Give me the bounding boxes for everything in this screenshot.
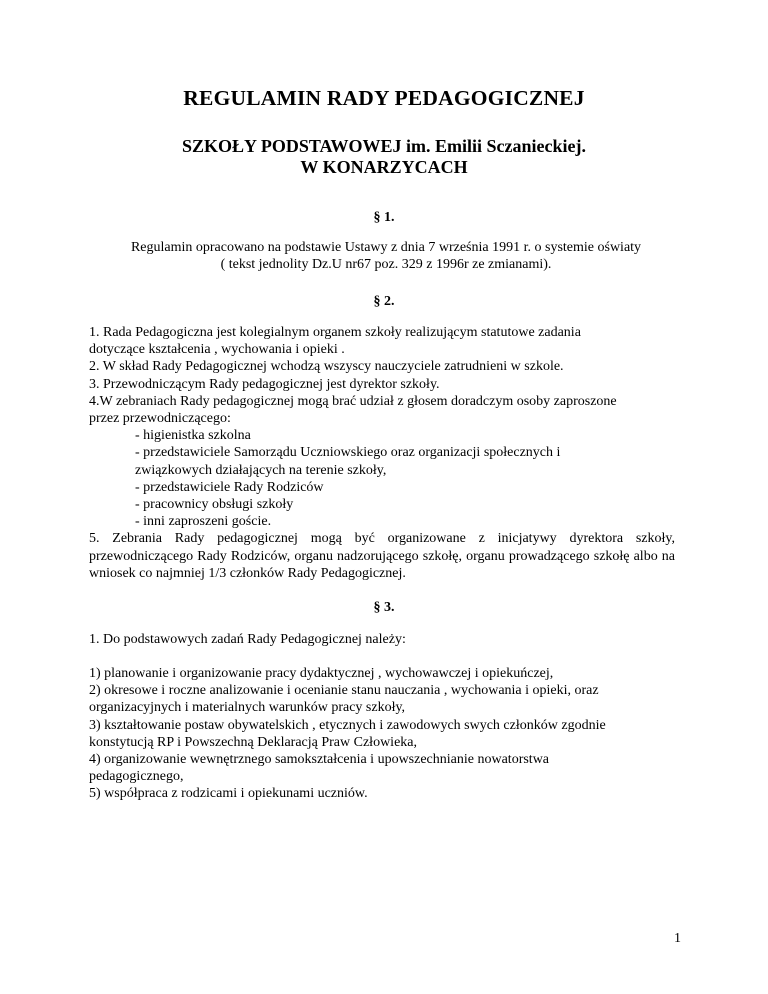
section-3-heading: § 3. (373, 600, 395, 615)
section-2-line: przez przewodniczącego: (89, 411, 231, 427)
section-1-line-2: ( tekst jednolity Dz.U nr67 poz. 329 z 1996r ze zmianami). (220, 257, 552, 272)
section-1-heading: § 1. (373, 210, 395, 225)
section-3-list-item: 5) współpraca z rodzicami i opiekunami uczniów. (89, 786, 368, 802)
section-3-list (89, 665, 675, 803)
document-subtitle (0, 136, 768, 178)
section-2-sublist-item: - pracownicy obsługi szkoły (135, 497, 294, 513)
page-number: 1 (674, 931, 681, 946)
section-2-heading: § 2. (373, 294, 395, 309)
section-3-list-item: organizacyjnych i materialnych warunków pracy szkoły, (89, 700, 406, 716)
section-2-line: 3. Przewodniczącym Rady pedagogicznej jest dyrektor szkoły. (89, 376, 440, 392)
section-3-list-item: pedagogicznego, (89, 769, 184, 785)
section-2-sublist-item: związkowych działających na terenie szkoły, (135, 462, 387, 478)
section-2-line: 4.W zebraniach Rady pedagogicznej mogą brać udział z głosem doradczym osoby zaproszone (89, 393, 617, 409)
document-title: REGULAMIN RADY PEDAGOGICZNEJ (183, 86, 585, 110)
section-1-line-1: Regulamin opracowano na podstawie Ustawy z dnia 7 września 1991 r. o systemie oświaty (130, 240, 642, 255)
subtitle-line-2: W KONARZYCACH (300, 157, 468, 177)
section-3-list-item: 1) planowanie i organizowanie pracy dydaktycznej , wychowawczej i opiekuńczej, (89, 666, 554, 681)
section-3-intro (89, 631, 675, 648)
section-2-point-5: 5. Zebrania Rady pedagogicznej mogą być organizowane z inicjatywy dyrektora szkoły, przewodniczącego Rady Rodziców, organu nadzorującego szkołę, organu prowadzącego szkołę albo na wniosek co najmniej 1/3 członków Rady Pedagogicznej. (89, 531, 675, 581)
section-2-sublist-item: - przedstawiciele Samorządu Uczniowskiego oraz organizacji społecznych i (135, 445, 561, 461)
section-2-sublist-item: - przedstawiciele Rady Rodziców (135, 479, 324, 495)
section-3-intro-line: 1. Do podstawowych zadań Rady Pedagogicznej należy: (89, 632, 406, 647)
section-3-list-item: 3) kształtowanie postaw obywatelskich , etycznych i zawodowych swych członków zgodnie (89, 717, 606, 733)
section-1-text (98, 239, 674, 273)
section-2-line: dotyczące kształcenia , wychowania i opieki . (89, 342, 345, 358)
section-2-line: 2. W skład Rady Pedagogicznej wchodzą wszyscy nauczyciele zatrudnieni w szkole. (89, 359, 564, 375)
section-2-line: 1. Rada Pedagogiczna jest kolegialnym organem szkoły realizującym statutowe zadania (89, 325, 581, 340)
subtitle-line-1: SZKOŁY PODSTAWOWEJ im. Emilii Sczanieckiej. (181, 136, 586, 156)
section-2-sublist-item: - inni zaproszeni goście. (135, 514, 272, 530)
section-2-body (89, 324, 675, 582)
section-2-sublist-item: - higienistka szkolna (135, 428, 251, 444)
section-3-list-item: konstytucją RP i Powszechną Deklaracją Praw Człowieka, (89, 734, 418, 750)
section-3-list-item: 2) okresowe i roczne analizowanie i ocenianie stanu nauczania , wychowania i opieki, oraz (89, 683, 599, 699)
section-3-list-item: 4) organizowanie wewnętrznego samokształcenia i upowszechnianie nowatorstwa (89, 752, 550, 768)
